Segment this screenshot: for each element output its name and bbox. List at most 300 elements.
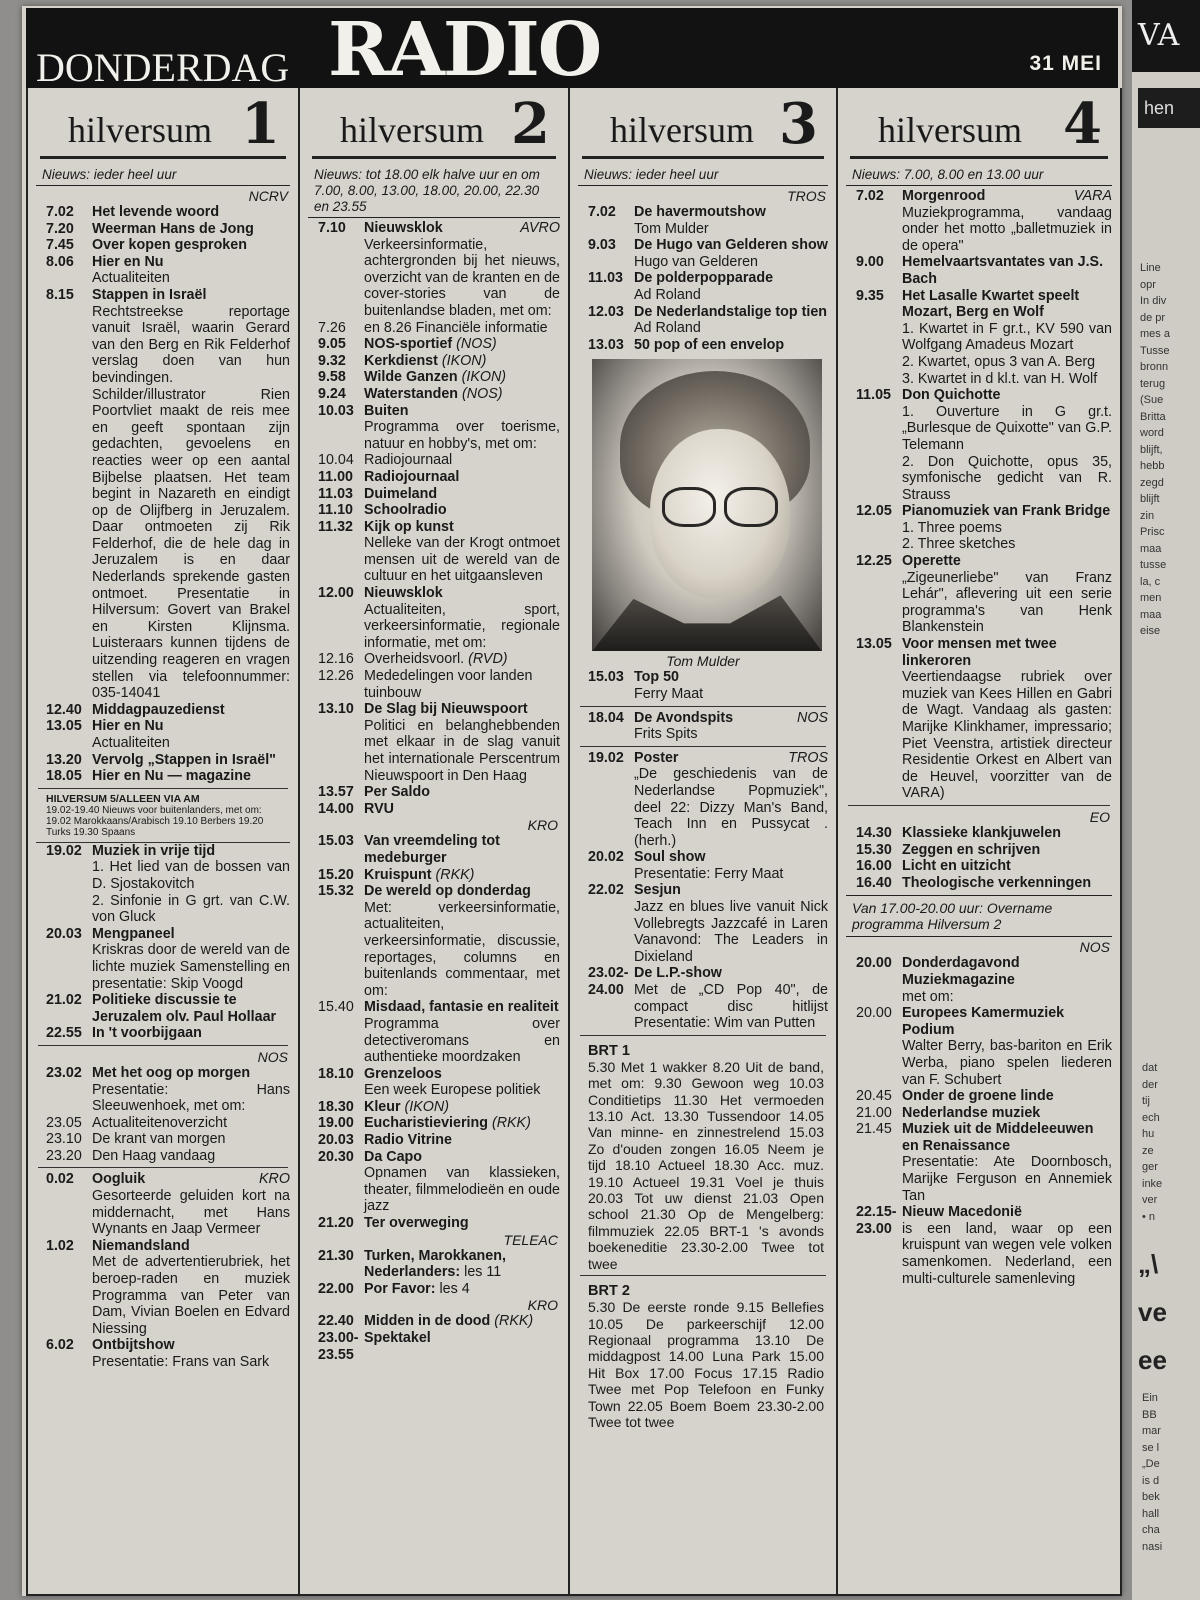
program-time: 21.20 <box>318 1215 354 1232</box>
program-body <box>364 701 560 784</box>
station-header <box>850 88 1108 159</box>
program-time: 22.02 <box>588 882 624 899</box>
station-number: 2 <box>511 91 550 157</box>
neighbor-line: nasi <box>1142 1540 1163 1553</box>
program-title: Grenzeloos <box>364 1065 442 1082</box>
program-entry <box>308 369 560 386</box>
broadcaster-label: NOS <box>797 709 828 726</box>
program-title: Licht en uitzicht <box>902 858 1011 875</box>
program-title: Ter overweging <box>364 1215 469 1232</box>
program-time: 13.05 <box>856 636 892 653</box>
program-description: 1. Het lied van de bossen van D. Sjostakovitch 2. Sinfonie in G grt. van C.W. von Gluck <box>92 859 290 926</box>
broadcaster-label: KRO <box>527 817 558 834</box>
program-title: Hemelvaartsvantates van J.S. Bach <box>902 254 1104 287</box>
program-time: 23.10 <box>46 1131 82 1148</box>
program-description: Presentatie: Hans Sleeuwenhoek, met om: <box>92 1081 290 1115</box>
program-body <box>364 486 560 503</box>
program-description: Jazz en blues live vanuit Nick Vollebregts Jazzcafé in Laren Vanavond: The Leaders in Dixieland <box>634 899 828 965</box>
neighbor-line: • n <box>1142 1210 1156 1223</box>
program-title: Zeggen en schrijven <box>902 841 1041 858</box>
program-entry <box>308 1099 560 1116</box>
program-description: Opnamen van klassieken, theater, filmmelodieën en oude jazz <box>364 1165 560 1215</box>
station-name: hilversum <box>68 110 212 150</box>
neighbor-line: BB <box>1142 1408 1157 1421</box>
program-time: 13.57 <box>318 784 354 801</box>
program-body <box>902 636 1112 802</box>
neighbor-line: hebb <box>1140 460 1165 472</box>
broadcaster-label: KRO <box>259 1171 290 1188</box>
column-hilversum-3 <box>568 88 836 1594</box>
program-description: Kriskras door de wereld van de lichte muziek Samenstelling en presentatie: Skip Voogd <box>92 942 290 992</box>
program-body <box>634 965 828 1031</box>
program-description: Politici en belanghebbenden met elkaar in de slag vanuit het internationale Perscentrum Nieuwspoort in Den Haag <box>364 717 560 784</box>
column-hilversum-4 <box>836 88 1120 1594</box>
neighbor-line: In div <box>1140 295 1167 307</box>
neighbor-line: cha <box>1142 1524 1160 1536</box>
program-title: Hier en Nu <box>92 253 164 270</box>
program-description: Met de „CD Pop 40", de compact disc hitlijst Presentatie: Wim van Putten <box>634 982 828 1032</box>
program-entry <box>846 875 1112 892</box>
broadcaster-label: NOS <box>257 1048 288 1065</box>
program-time: 12.26 <box>318 668 354 685</box>
program-time: 22.55 <box>46 1025 82 1042</box>
program-title: NOS-sportief <box>364 336 453 353</box>
divider <box>848 805 1110 806</box>
program-entry <box>36 237 290 254</box>
program-entry <box>846 858 1112 875</box>
neighbor-line: mes a <box>1140 328 1170 340</box>
neighbor-line: ver <box>1142 1194 1158 1206</box>
program-tag: (IKON) <box>441 352 487 369</box>
program-entry <box>36 221 290 238</box>
program-title: Morgenrood <box>902 188 986 204</box>
program-tag: (NOS) <box>462 385 503 402</box>
overname-note: Van 17.00-20.00 uur: Overname programma Hilversum 2 <box>846 895 1112 937</box>
program-time: 20.00 <box>856 955 892 972</box>
program-body <box>634 710 828 743</box>
program-title: Midden in de dood <box>364 1313 491 1330</box>
program-body <box>364 336 560 353</box>
program-entry <box>308 585 560 651</box>
program-entry <box>846 1105 1112 1122</box>
program-time: 20.30 <box>318 1148 354 1165</box>
program-body <box>364 1115 560 1132</box>
program-body <box>364 220 560 320</box>
neighbor-line: la, c <box>1140 575 1161 588</box>
program-body <box>902 1121 1112 1204</box>
broadcaster-label: VARA <box>1073 188 1112 204</box>
program-title: Nederlandse muziek <box>902 1104 1041 1121</box>
program-time: 8.15 <box>46 286 74 303</box>
program-body <box>634 882 828 965</box>
program-body <box>364 469 560 486</box>
program-body <box>92 718 290 751</box>
program-entry <box>36 1025 290 1042</box>
photo-caption: Tom Mulder <box>666 653 740 670</box>
broadcaster-label: KRO <box>527 1297 558 1314</box>
broadcaster-label: TROS <box>788 749 828 766</box>
station-header <box>312 88 556 159</box>
program-body <box>92 1171 290 1237</box>
program-time: 23.05 <box>46 1114 82 1131</box>
program-description: is een land, waar op een kruispunt van wegen vele volken samenkomen. Nederland, een multi-culturele samenleving <box>902 1220 1112 1287</box>
program-title: De wereld op donderdag <box>364 883 531 900</box>
program-entry <box>308 999 560 1065</box>
program-title: Klassieke klankjuwelen <box>902 824 1061 841</box>
program-body <box>92 1337 290 1370</box>
neighbor-line: men <box>1140 592 1162 604</box>
program-title: Da Capo <box>364 1148 422 1165</box>
program-body <box>92 1131 290 1148</box>
program-body <box>634 204 828 237</box>
program-title: De Slag bij Nieuwspoort <box>364 701 528 718</box>
program-entry <box>308 336 560 353</box>
neighbor-line: Tusse <box>1140 344 1170 357</box>
program-body <box>902 875 1112 892</box>
program-body <box>92 752 290 769</box>
neighbor-line: eise <box>1140 625 1161 637</box>
program-title: Waterstanden <box>364 385 459 402</box>
program-entry <box>308 353 560 370</box>
program-entry <box>308 519 560 585</box>
program-time: 16.00 <box>856 858 892 875</box>
neighbor-bar: hen <box>1138 88 1200 128</box>
neighbor-line: (Sue <box>1140 394 1164 406</box>
am-note <box>36 792 290 843</box>
program-entry <box>36 992 290 1025</box>
program-time: 12.00 <box>318 585 354 602</box>
program-body <box>92 926 290 992</box>
neighbor-line: inke <box>1142 1177 1163 1190</box>
column-hilversum-1 <box>28 88 298 1594</box>
program-description: Programma over toerisme, natuur en hobby's, met om: <box>364 419 560 452</box>
station-number: 1 <box>241 91 280 157</box>
program-time: 18.10 <box>318 1065 354 1082</box>
program-entry <box>308 469 560 486</box>
program-entry <box>308 883 560 999</box>
program-entry <box>36 287 290 702</box>
program-body <box>364 651 560 668</box>
program-title: Kijk op kunst <box>364 518 454 535</box>
program-entry <box>846 825 1112 842</box>
column-hilversum-2 <box>298 88 568 1594</box>
program-entry <box>308 403 560 453</box>
program-entry <box>36 1337 290 1370</box>
program-time: 13.03 <box>588 336 624 353</box>
program-time: 23.00-23.55 <box>318 1330 359 1363</box>
neighbor-line: se l <box>1142 1441 1160 1454</box>
program-title: Donderdagavond Muziekmagazine <box>902 955 1020 988</box>
neighbor-line: Prisc <box>1140 526 1165 538</box>
program-description: Hugo van Gelderen <box>634 253 758 270</box>
program-description: Ad Roland <box>634 286 701 303</box>
program-body <box>902 288 1112 388</box>
program-list <box>36 843 290 1042</box>
program-title: Niemandsland <box>92 1237 190 1254</box>
program-time: 11.32 <box>318 518 353 535</box>
program-body <box>92 221 290 238</box>
program-body <box>364 668 560 701</box>
neighbor-line: blijft <box>1140 493 1160 505</box>
program-description: Rechtstreekse reportage vanuit Israël, waarin Gerard van den Berg en Rik Felderhof verslag doen van hun bevindingen. Schilder/illustrator Rien Poortvliet maakt de reis mee en geeft spontaan zijn gedachten, gevoelens en reacties weer op een aantal Bijbelse plaatsen. Het team begint in Nazareth en eindigt op de Olijfberg in Jeruzalem. Daar ontmoeten zij Rik Felderhof, die de hele dag in Jeruzalem is en daar Nederlands sprekende gasten ontmoet. Presentatie in Hilversum: Govert van Brakel en Kirsten Klijnsma. Luisteraars kunnen tijdens de uitzending reageren en vragen stellen via telefoonnummer: 035-14041 <box>92 303 290 702</box>
station-header <box>582 88 824 159</box>
program-description: Tom Mulder <box>634 220 709 237</box>
masthead-date: 31 MEI <box>1029 52 1102 75</box>
program-entry <box>578 237 828 270</box>
program-title: Theologische verkenningen <box>902 874 1092 891</box>
program-title: Radio Vitrine <box>364 1132 452 1149</box>
am-note-text: 19.02-19.40 Nieuws voor buitenlanders, met om: 19.02 Marokkaans/Arabisch 19.10 Berbers 19.20 Turks 19.30 Spaans <box>46 804 264 838</box>
program-title: Hier en Nu <box>92 718 164 735</box>
program-title: Soul show <box>634 849 706 866</box>
program-description: Overheidsvoorl. <box>364 651 465 668</box>
program-time: 11.00 <box>318 468 353 485</box>
program-description: Radiojournaal <box>364 452 453 469</box>
photo-glasses-left <box>662 487 716 527</box>
program-title: Vervolg „Stappen in Israël" <box>92 751 276 768</box>
program-time: 20.02 <box>588 849 624 866</box>
program-entry <box>308 220 560 320</box>
neighbor-line: ze <box>1142 1144 1154 1157</box>
program-entry <box>308 1066 560 1099</box>
brt2-heading: BRT 2 <box>588 1283 630 1300</box>
station-name: hilversum <box>610 110 754 150</box>
program-title: Het Lasalle Kwartet speelt Mozart, Berg en Wolf <box>902 287 1080 321</box>
program-list <box>578 204 828 353</box>
program-time: 20.45 <box>856 1088 892 1105</box>
brt1-heading: BRT 1 <box>588 1042 630 1059</box>
program-body <box>92 204 290 221</box>
program-title: Kleur <box>364 1098 401 1115</box>
program-body <box>902 858 1112 875</box>
program-list <box>36 204 290 785</box>
program-description: Muziekprogramma, vandaag onder het motto „balletmuziek in de opera" <box>902 204 1112 254</box>
program-time: 9.35 <box>856 287 884 304</box>
program-description: 1. Three poems 2. Three sketches <box>902 519 1016 553</box>
program-entry <box>846 1121 1112 1204</box>
neighbor-line: word <box>1140 427 1164 439</box>
program-body <box>364 1215 560 1232</box>
program-title: Don Quichotte <box>902 387 1001 404</box>
program-time: 23.02 <box>46 1064 82 1081</box>
program-title: Eucharistieviering <box>364 1115 488 1132</box>
program-description: Met: verkeersinformatie, actualiteiten, verkeersinformatie, discussie, reportages, columns en buitenlands commentaar, met om: <box>364 899 560 999</box>
program-description: Ferry Maat <box>634 685 704 702</box>
station-number: 4 <box>1063 91 1102 157</box>
program-title: Per Saldo <box>364 784 430 801</box>
program-title: Wilde Ganzen <box>364 369 458 386</box>
broadcaster-label: EO <box>1089 808 1110 825</box>
program-entry <box>578 337 828 354</box>
program-description: 1. Kwartet in F gr.t., KV 590 van Wolfgang Amadeus Mozart 2. Kwartet, opus 3 van A. Berg 3. Kwartet in d kl.t. van H. Wolf <box>902 320 1112 387</box>
program-list <box>308 1248 560 1298</box>
program-entry <box>36 926 290 992</box>
neighbor-text <box>1140 260 1198 640</box>
program-time: 10.04 <box>318 452 354 469</box>
program-description: Mededelingen voor landen tuinbouw <box>364 668 533 701</box>
program-time: 14.30 <box>856 824 892 841</box>
neighbor-line: ger <box>1142 1161 1158 1173</box>
program-title: Weerman Hans de Jong <box>92 220 254 237</box>
program-title: Pianomuziek van Frank Bridge <box>902 503 1111 520</box>
news-note: Nieuws: 7.00, 8.00 en 13.00 uur <box>846 159 1112 186</box>
program-body <box>634 237 828 270</box>
program-title: 50 pop of een envelop <box>634 336 785 353</box>
program-body <box>364 1313 560 1330</box>
program-entry <box>578 710 828 743</box>
neighbor-line: maa <box>1140 542 1162 555</box>
program-title: Stappen in Israël <box>92 286 207 303</box>
program-body <box>364 784 560 801</box>
program-entry <box>308 502 560 519</box>
program-time: 1.02 <box>46 1237 74 1254</box>
program-title: Kerkdienst <box>364 352 438 369</box>
neighbor-line: is d <box>1142 1474 1160 1487</box>
program-description: Veertiendaagse rubriek over muziek van Kees Hillen en Gabri de Wagt. Vandaag als gasten: Marijke Klinkhamer, impressario; Piet Veenstra, artistiek directeur Residentie Orkest en Albert van de Heuvel, voorzitter van de VARA) <box>902 669 1112 802</box>
program-time: 7.45 <box>46 237 74 254</box>
neighbor-line: ech <box>1142 1111 1160 1124</box>
radio-guide-page <box>22 6 1122 1596</box>
program-entry <box>36 752 290 769</box>
program-body <box>902 1105 1112 1122</box>
program-time: 9.58 <box>318 369 346 386</box>
program-body <box>902 955 1112 1005</box>
program-title: Muziek uit de Middeleeuwen en Renaissance <box>902 1121 1094 1154</box>
program-entry <box>308 651 560 668</box>
program-title: Duimeland <box>364 485 438 502</box>
program-description: 1. Ouverture in G gr.t. „Burlesque de Quixotte" van G.P. Telemann 2. Don Quichotte, opus 35, symfonische gedicht van R. Strauss <box>902 403 1112 503</box>
program-description: Nelleke van der Krogt ontmoet mensen uit de wereld van de cultuur en het uitgaansleven <box>364 535 560 585</box>
program-time: 0.02 <box>46 1171 74 1188</box>
news-note: Nieuws: tot 18.00 elk halve uur en om 7.00, 8.00, 13.00, 18.00, 20.00, 22.30 en 23.55 <box>308 159 560 218</box>
program-body <box>92 237 290 254</box>
program-entry <box>846 1204 1112 1287</box>
program-tag: (IKON) <box>461 369 507 386</box>
masthead <box>26 7 1118 93</box>
program-title: Mengpaneel <box>92 925 175 942</box>
program-title: Middagpauzedienst <box>92 701 225 718</box>
station-name: hilversum <box>340 110 484 150</box>
program-entry <box>578 849 828 882</box>
program-time: 22.00 <box>318 1280 354 1297</box>
program-list <box>578 750 828 1032</box>
program-entry <box>308 668 560 701</box>
program-list <box>308 833 560 1231</box>
masthead-day: DONDERDAG <box>36 45 290 90</box>
neighbor-line: tusse <box>1140 559 1167 571</box>
program-description: De krant van morgen <box>92 1131 226 1148</box>
program-title: Over kopen gesproken <box>92 237 247 254</box>
program-time: 13.05 <box>46 718 82 735</box>
neighbor-line: bek <box>1142 1491 1160 1503</box>
program-body <box>902 188 1112 254</box>
program-body <box>364 502 560 519</box>
program-description: Actualiteiten <box>92 270 170 287</box>
program-description: Presentatie: Frans van Sark <box>92 1354 270 1370</box>
program-tag: (IKON) <box>404 1098 450 1115</box>
station-columns <box>26 88 1122 1596</box>
program-list <box>36 1065 290 1165</box>
program-list <box>846 825 1112 891</box>
program-time: 11.05 <box>856 387 891 404</box>
program-body <box>364 585 560 651</box>
program-tag: (RKK) <box>491 1115 531 1132</box>
photo-glasses-right <box>724 487 778 527</box>
program-description: Actualiteiten, sport, verkeersinformatie, regionale informatie, met om: <box>364 601 560 651</box>
program-title: RVU <box>364 800 394 817</box>
program-body <box>364 1330 560 1363</box>
program-entry <box>36 254 290 287</box>
program-entry <box>308 320 560 337</box>
neighbor-quote <box>1138 1240 1167 1384</box>
program-entry <box>36 1171 290 1237</box>
divider <box>580 1275 826 1276</box>
program-description: Ad Roland <box>634 320 701 337</box>
program-entry <box>846 288 1112 388</box>
program-entry <box>846 503 1112 553</box>
program-time: 15.20 <box>318 866 354 883</box>
program-entry <box>846 188 1112 254</box>
program-title: Misdaad, fantasie en realiteit <box>364 999 559 1016</box>
program-title: Radiojournaal <box>364 468 460 485</box>
program-time: 9.03 <box>588 237 616 254</box>
program-body <box>364 353 560 370</box>
program-entry <box>36 718 290 751</box>
program-title: De Avondspits <box>634 709 734 726</box>
neighbor-masthead: VA <box>1132 0 1200 72</box>
program-entry <box>308 1149 560 1215</box>
program-title: Poster <box>634 749 679 766</box>
program-time: 19.02 <box>46 842 82 859</box>
program-entry <box>578 270 828 303</box>
program-title: Nieuw Macedonië <box>902 1204 1022 1221</box>
program-time: 20.00 <box>856 1005 892 1022</box>
program-entry <box>846 254 1112 287</box>
program-description: „De geschiedenis van de Nederlandse Popmuziek", deel 22: Dizzy Man's Band, Teach Inn en Pussycat . (herh.) <box>634 766 828 849</box>
program-body <box>92 1148 290 1165</box>
program-time: 18.04 <box>588 709 624 726</box>
program-title: Hier en Nu — magazine <box>92 768 251 785</box>
program-time: 11.03 <box>318 485 353 502</box>
neighbor-line: Line <box>1140 262 1161 274</box>
program-title: De havermoutshow <box>634 204 766 220</box>
program-description: Presentatie: Ferry Maat <box>634 865 784 882</box>
program-title: Met het oog op morgen <box>92 1064 251 1081</box>
neighbor-line: terug <box>1140 377 1166 390</box>
program-title: Onder de groene linde <box>902 1088 1054 1105</box>
program-entry <box>308 1215 560 1232</box>
program-title: Het levende woord <box>92 204 220 220</box>
program-list <box>308 1313 560 1363</box>
program-body <box>92 843 290 926</box>
neighbor-line: ve <box>1138 1297 1167 1327</box>
program-time: 11.10 <box>318 502 353 519</box>
station-header <box>40 88 286 159</box>
program-title: Spektakel <box>364 1330 431 1346</box>
program-body <box>364 386 560 403</box>
neighbor-line: Ein <box>1142 1392 1158 1404</box>
neighbor-text-2 <box>1142 1060 1198 1225</box>
program-time: 19.00 <box>318 1115 354 1132</box>
program-time: 22.40 <box>318 1313 354 1330</box>
program-list <box>36 1171 290 1370</box>
program-description: Gesorteerde geluiden kort na middernacht, met Hans Wynants en Jaap Vermeer <box>92 1188 290 1238</box>
program-body <box>634 304 828 337</box>
program-entry <box>36 702 290 719</box>
program-time: 20.03 <box>46 925 82 942</box>
neighbor-line: dat <box>1142 1062 1158 1074</box>
brt2-schedule: 5.30 De eerste ronde 9.15 Bellefies 10.05 De parkeerschijf 12.00 Regionaal programma 13.10 De middagpost 14.00 Luna Park 15.00 Hit Box 17.00 Focus 17.15 Radio Twee met Pop Telefoon en Funky Town 22.05 Boem Boem 23.30-2.00 Twee tot twee <box>588 1299 824 1430</box>
